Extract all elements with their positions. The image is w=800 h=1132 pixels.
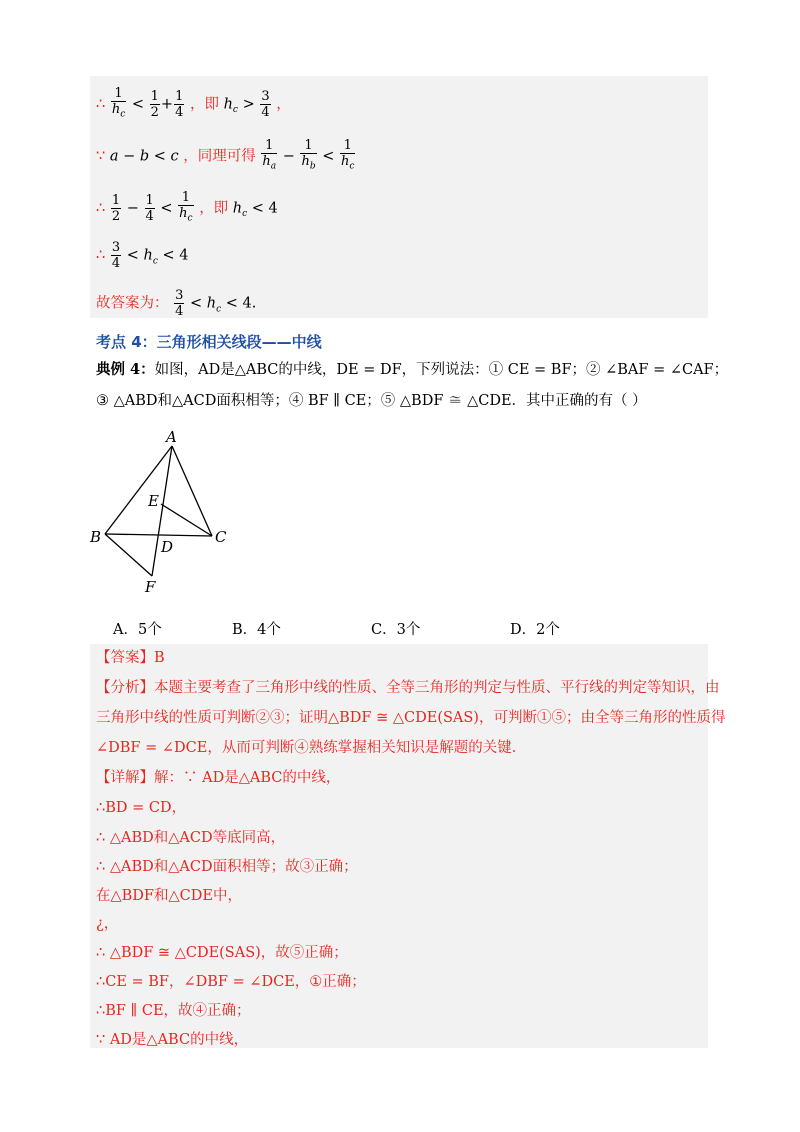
example-line-2: ③ △ABD和△ACD面积相等；④ BF ∥ CE；⑤ △BDF ≅ △CDE．其中正确的有（ ） bbox=[96, 393, 647, 409]
analysis-line-1: 【分析】本题主要考查了三角形中线的性质、全等三角形的判定与性质、平行线的判定等知识，由 bbox=[96, 680, 720, 696]
segment-AB bbox=[105, 446, 172, 534]
section-heading: 考点 4：三角形相关线段——中线 bbox=[96, 333, 322, 351]
detail-line-8: ∴CE = BF，∠DBF = ∠DCE，①正确； bbox=[96, 974, 366, 990]
detail-line-2: ∴BD = CD， bbox=[96, 800, 187, 816]
detail-line-7: ∴ △BDF ≅ △CDE(SAS)，故⑤正确； bbox=[96, 945, 348, 961]
option-a[interactable]: A．5个 bbox=[113, 622, 162, 638]
label-A: A bbox=[166, 428, 177, 446]
detail-line-4: ∴ △ABD和△ACD面积相等；故③正确； bbox=[96, 859, 358, 875]
detail-line-6: ¿， bbox=[96, 916, 119, 932]
solution-line-1: ∴ $\frac{1}{h_c}$ < $\frac{1}{2}$ + $\frac{1}{4}$ ，即 $h_c$ > $\frac{3}{4}$ ， bbox=[96, 86, 291, 120]
detail-line-1: 【详解】解：∵ AD是△ABC的中线， bbox=[96, 770, 341, 786]
detail-line-5: 在△BDF和△CDE中， bbox=[96, 888, 242, 904]
example-label: 典例 4： bbox=[96, 361, 155, 378]
option-d[interactable]: D．2个 bbox=[510, 622, 560, 638]
solution-line-3: ∴ $\frac{1}{2}$ − $\frac{1}{4}$ < $\frac{1}{h_c}$ ，即 $h_c < 4$ bbox=[96, 190, 278, 224]
label-D: D bbox=[161, 538, 174, 556]
detail-line-10: ∵ AD是△ABC的中线， bbox=[96, 1032, 249, 1048]
solution-line-2: ∵ a − b < c ，同理可得 $\frac{1}{h_a}$ − $\frac{1}{h_b}$ < $\frac{1}{h_c}$ bbox=[96, 138, 355, 172]
solution-line-4: ∴ $\frac{3}{4}$ < $h_c < 4$ bbox=[96, 240, 189, 271]
label-E: E bbox=[148, 492, 159, 510]
segment-BF bbox=[105, 534, 152, 576]
segment-AC bbox=[172, 446, 212, 536]
label-F: F bbox=[145, 578, 156, 596]
example-line-1: 典例 4：如图，AD是△ABC的中线，DE = DF，下列说法：① CE = BF；② ∠BAF = ∠CAF； bbox=[96, 361, 729, 378]
option-c[interactable]: C．3个 bbox=[371, 622, 421, 638]
triangle-figure bbox=[88, 424, 248, 600]
segment-AF bbox=[152, 446, 172, 576]
label-C: C bbox=[215, 528, 227, 546]
option-b[interactable]: B．4个 bbox=[232, 622, 281, 638]
label-B: B bbox=[90, 528, 102, 546]
detail-line-9: ∴BF ∥ CE，故④正确； bbox=[96, 1003, 251, 1019]
answer-line: 【答案】B bbox=[96, 650, 165, 666]
analysis-line-2: 三角形中线的性质可判断②③；证明△BDF ≅ △CDE(SAS)，可判断①⑤；由全等三角形的性质得 bbox=[96, 710, 726, 726]
solution-line-5: 故答案为： $\frac{3}{4}$ < $h_c < 4$. bbox=[96, 288, 257, 319]
analysis-line-3: ∠DBF = ∠DCE，从而可判断④熟练掌握相关知识是解题的关键． bbox=[96, 740, 527, 756]
detail-line-3: ∴ △ABD和△ACD等底同高， bbox=[96, 830, 286, 846]
